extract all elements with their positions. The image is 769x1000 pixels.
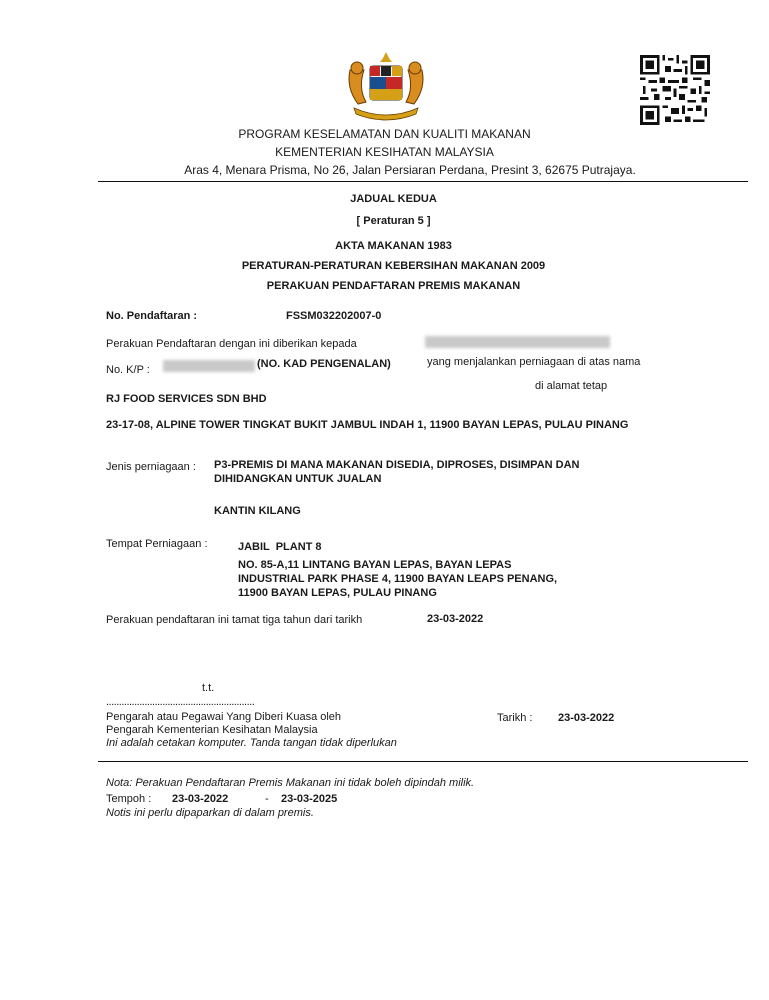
signatory-line1: Pengarah atau Pegawai Yang Diberi Kuasa oleh bbox=[106, 711, 342, 723]
regulation-title: [ Peraturan 5 ] bbox=[356, 215, 431, 227]
kp-suffix: (NO. KAD PENGENALAN) bbox=[257, 358, 391, 370]
expiry-text: Perakuan pendaftaran ini tamat tiga tahun dari tarikh bbox=[106, 614, 363, 626]
kp-label: No. K/P : bbox=[106, 364, 150, 376]
coat-of-arms-emblem bbox=[340, 48, 432, 126]
business-type-label: Jenis perniagaan : bbox=[106, 461, 196, 473]
tempoh-separator: - bbox=[265, 793, 269, 805]
act-title: AKTA MAKANAN 1983 bbox=[335, 240, 452, 252]
header-program: PROGRAM KESELAMATAN DAN KUALITI MAKANAN bbox=[238, 127, 531, 141]
header-address: Aras 4, Menara Prisma, No 26, Jalan Persiaran Perdana, Presint 3, 62675 Putrajaya. bbox=[184, 163, 636, 177]
registration-number: FSSM032202007-0 bbox=[286, 310, 382, 322]
address-text: di alamat tetap bbox=[535, 380, 608, 392]
signature-dots: .......................................................... bbox=[106, 696, 255, 708]
certificate-title: PERAKUAN PENDAFTARAN PREMIS MAKANAN bbox=[266, 280, 521, 292]
signature-tt: t.t. bbox=[202, 682, 215, 694]
business-type-line2: DIHIDANGKAN UNTUK JUALAN bbox=[214, 473, 382, 485]
schedule-title: JADUAL KEDUA bbox=[350, 193, 437, 205]
premises-label: Tempat Perniagaan : bbox=[106, 538, 208, 550]
header-divider bbox=[98, 181, 748, 182]
footer-divider bbox=[98, 761, 748, 762]
redacted-name bbox=[425, 336, 610, 348]
qr-code bbox=[640, 55, 710, 125]
company-name: RJ FOOD SERVICES SDN BHD bbox=[106, 393, 267, 405]
header-ministry: KEMENTERIAN KESIHATAN MALAYSIA bbox=[275, 145, 494, 159]
business-type-line1: P3-PREMIS DI MANA MAKANAN DISEDIA, DIPROSES, DISIMPAN DAN bbox=[214, 459, 580, 471]
business-name-text: yang menjalankan perniagaan di atas nama bbox=[427, 356, 641, 368]
premises-address-line1: NO. 85-A,11 LINTANG BAYAN LEPAS, BAYAN LEPAS bbox=[238, 559, 512, 571]
transfer-note: Nota: Perakuan Pendaftaran Premis Makanan ini tidak boleh dipindah milik. bbox=[106, 777, 475, 789]
company-address: 23-17-08, ALPINE TOWER TINGKAT BUKIT JAMBUL INDAH 1, 11900 BAYAN LEPAS, PULAU PINANG bbox=[106, 419, 629, 431]
tempoh-label: Tempoh : bbox=[106, 793, 152, 805]
business-type-sub: KANTIN KILANG bbox=[214, 505, 301, 517]
granted-to-text: Perakuan Pendaftaran dengan ini diberikan kepada bbox=[106, 338, 357, 350]
tempoh-from: 23-03-2022 bbox=[172, 793, 229, 805]
redacted-ic-number bbox=[163, 360, 255, 372]
expiry-date: 23-03-2022 bbox=[427, 613, 484, 625]
regulations-title: PERATURAN-PERATURAN KEBERSIHAN MAKANAN 2009 bbox=[241, 260, 546, 272]
date-label: Tarikh : bbox=[497, 712, 533, 724]
signatory-line2: Pengarah Kementerian Kesihatan Malaysia bbox=[106, 724, 318, 736]
date-value: 23-03-2022 bbox=[558, 712, 615, 724]
tempoh-to: 23-03-2025 bbox=[281, 793, 338, 805]
premises-address-line2: INDUSTRIAL PARK PHASE 4, 11900 BAYAN LEAPS PENANG, bbox=[238, 573, 558, 585]
premises-name: JABIL PLANT 8 bbox=[238, 541, 322, 553]
computer-print-note: Ini adalah cetakan komputer. Tanda tangan tidak diperlukan bbox=[106, 737, 397, 749]
registration-label: No. Pendaftaran : bbox=[106, 310, 198, 322]
premises-address-line3: 11900 BAYAN LEPAS, PULAU PINANG bbox=[238, 587, 437, 599]
display-notice: Notis ini perlu dipaparkan di dalam premis. bbox=[106, 807, 314, 819]
